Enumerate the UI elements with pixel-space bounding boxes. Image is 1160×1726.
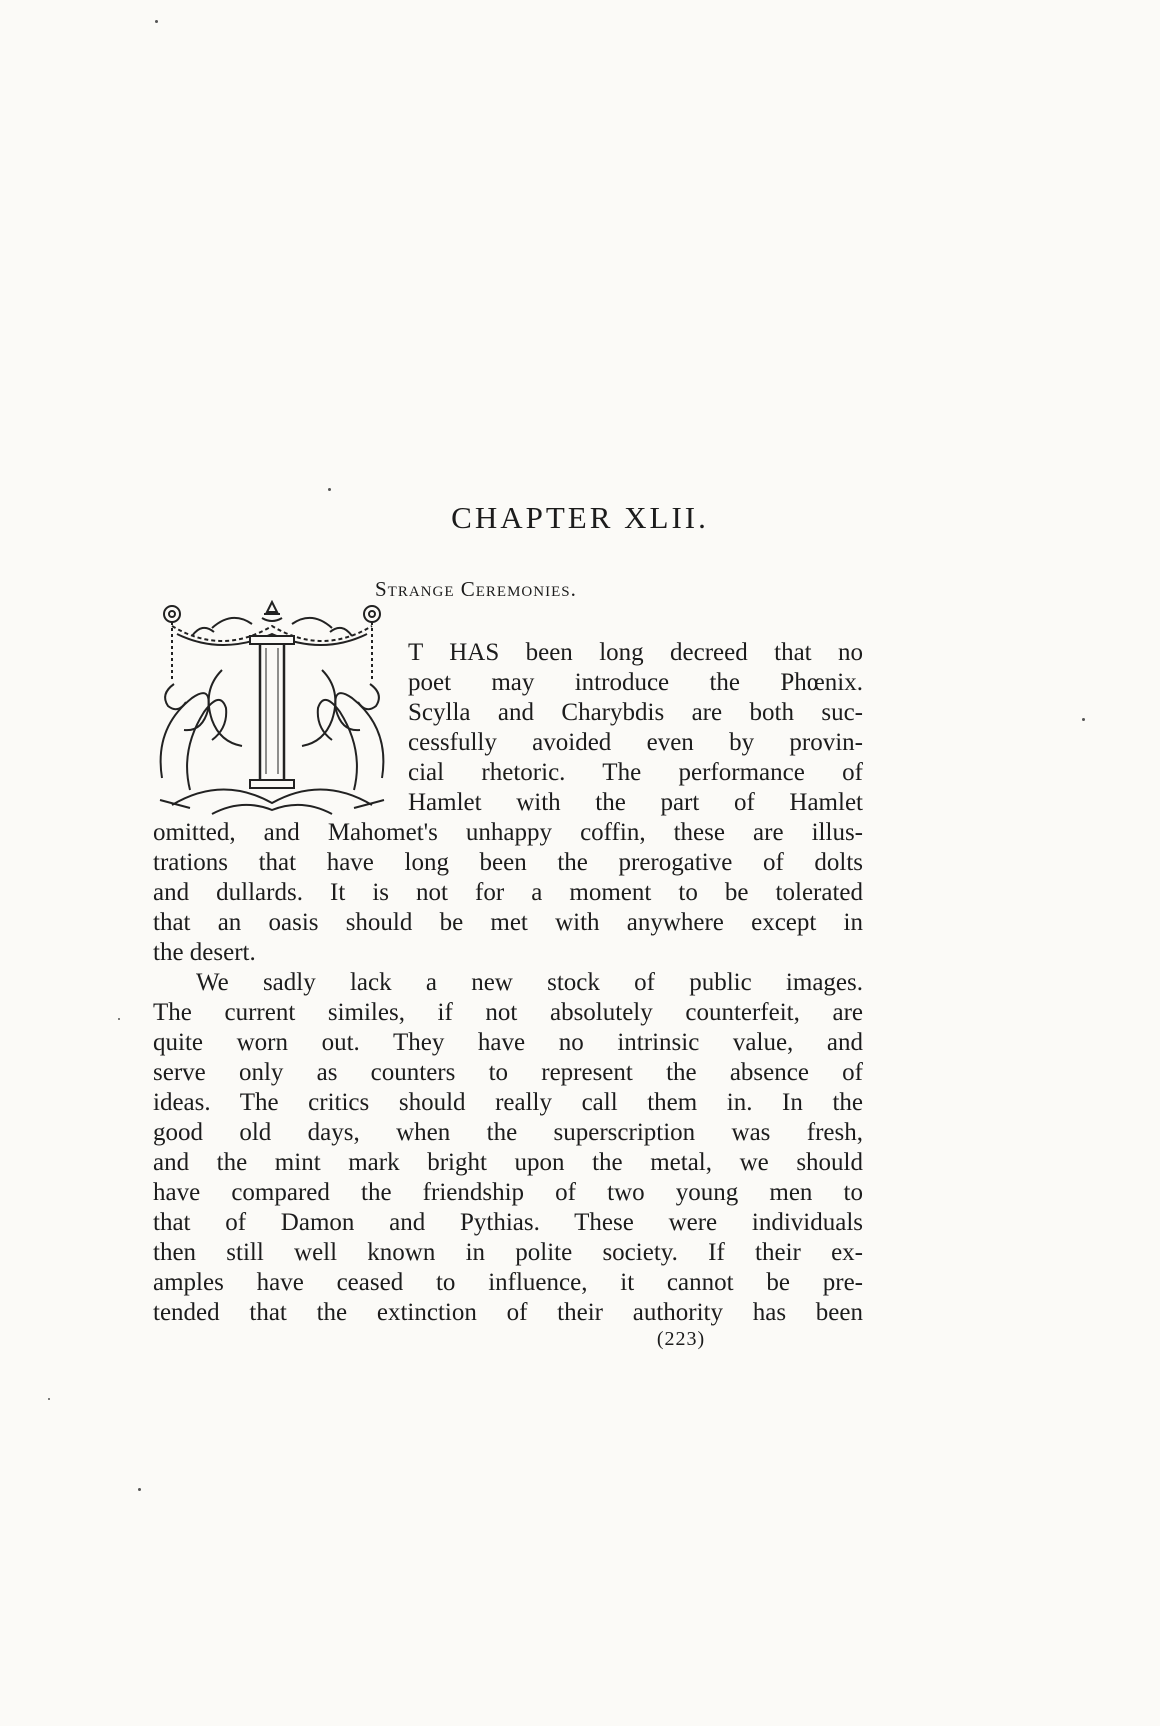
text-line: cessfully avoided even by provin- [408, 729, 863, 756]
text-line: The current similes, if not absolutely counterfeit, are [153, 999, 863, 1026]
text-line: quite worn out. They have no intrinsic value, and [153, 1029, 863, 1056]
text-line: amples have ceased to influence, it cannot be pre- [153, 1269, 863, 1296]
text-line: the desert. [153, 939, 256, 966]
text-line: good old days, when the superscription was fresh, [153, 1119, 863, 1146]
text-line: omitted, and Mahomet's unhappy coffin, these are illus- [153, 819, 863, 846]
scan-speck [1082, 718, 1085, 721]
text-line: that an oasis should be met with anywhere except in [153, 909, 863, 936]
scan-speck [118, 1018, 120, 1020]
page-number: (223) [656, 1328, 706, 1350]
text-line: Scylla and Charybdis are both suc- [408, 699, 863, 726]
text-line: ideas. The critics should really call them in. In the [153, 1089, 863, 1116]
text-line: then still well known in polite society. If their ex- [153, 1239, 863, 1266]
scan-speck [328, 488, 331, 491]
chapter-title: CHAPTER XLII. [451, 500, 709, 535]
text-line: poet may introduce the Phœnix. [408, 669, 863, 696]
text-line: trations that have long been the prerogative of dolts [153, 849, 863, 876]
text-line: have compared the friendship of two young men to [153, 1179, 863, 1206]
text-line: serve only as counters to represent the absence of [153, 1059, 863, 1086]
scan-speck [155, 20, 158, 23]
text-line: and the mint mark bright upon the metal, we should [153, 1149, 863, 1176]
scan-speck [138, 1488, 141, 1491]
text-line: T HAS been long decreed that no [408, 639, 863, 666]
text-line: Hamlet with the part of Hamlet [408, 789, 863, 816]
text-line: that of Damon and Pythias. These were individuals [153, 1209, 863, 1236]
text-line: and dullards. It is not for a moment to be tolerated [153, 879, 863, 906]
section-title: Strange Ceremonies. [375, 577, 577, 601]
text-line: cial rhetoric. The performance of [408, 759, 863, 786]
text-line: We sadly lack a new stock of public images. [196, 969, 863, 996]
scan-speck [48, 1398, 50, 1400]
text-line: tended that the extinction of their authority has been [153, 1299, 863, 1326]
ornamental-initial [152, 600, 392, 822]
